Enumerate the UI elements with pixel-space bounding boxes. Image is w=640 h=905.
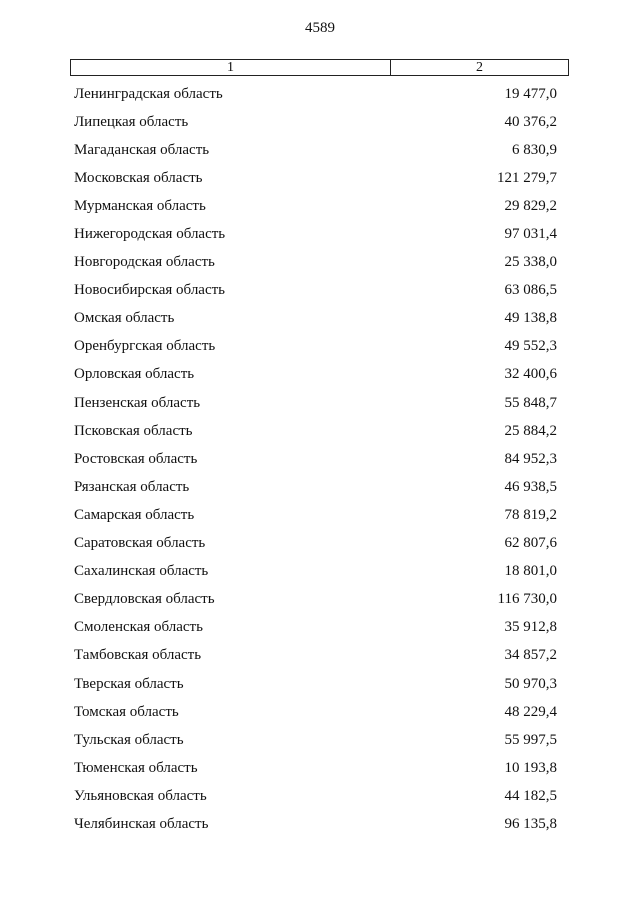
- region-value: 35 912,8: [504, 619, 557, 636]
- region-name: Мурманская область: [74, 197, 206, 214]
- table-row: [74, 417, 557, 445]
- region-value: 49 138,8: [504, 310, 557, 327]
- region-name: Новгородская область: [74, 254, 215, 271]
- region-value: 25 884,2: [504, 422, 557, 439]
- region-value: 46 938,5: [504, 478, 557, 495]
- region-name: Новосибирская область: [74, 282, 226, 299]
- region-value: 78 819,2: [504, 506, 557, 523]
- table-row: [74, 220, 557, 248]
- region-value: 32 400,6: [504, 366, 557, 383]
- table-row: [74, 164, 557, 192]
- table-body: [74, 80, 557, 839]
- region-name: Тверская область: [74, 675, 184, 692]
- column-header-1: 1: [71, 60, 391, 75]
- region-value: 50 970,3: [504, 675, 557, 692]
- table-row: [74, 80, 557, 108]
- region-name: Липецкая область: [74, 113, 189, 130]
- region-value: 40 376,2: [504, 113, 557, 130]
- table-row: [74, 754, 557, 782]
- region-value: 18 801,0: [504, 563, 557, 580]
- region-name: Оренбургская область: [74, 338, 216, 355]
- region-value: 6 830,9: [512, 141, 557, 158]
- region-name: Самарская область: [74, 506, 195, 523]
- table-row: [74, 501, 557, 529]
- region-name: Ростовская область: [74, 450, 198, 467]
- table-row: [74, 473, 557, 501]
- region-value: 44 182,5: [504, 787, 557, 804]
- region-name: Московская область: [74, 169, 203, 186]
- region-value: 10 193,8: [504, 759, 557, 776]
- table-row: [74, 389, 557, 417]
- table-row: [74, 586, 557, 614]
- region-name: Томская область: [74, 703, 179, 720]
- region-value: 96 135,8: [504, 815, 557, 832]
- table-row: [74, 333, 557, 361]
- region-value: 116 730,0: [497, 591, 557, 608]
- table-row: [74, 277, 557, 305]
- region-value: 19 477,0: [504, 85, 557, 102]
- region-name: Тюменская область: [74, 759, 198, 776]
- region-name: Ленинградская область: [74, 85, 223, 102]
- region-name: Орловская область: [74, 366, 195, 383]
- table-row: [74, 108, 557, 136]
- region-name: Нижегородская область: [74, 226, 226, 243]
- region-value: 25 338,0: [504, 254, 557, 271]
- region-name: Магаданская область: [74, 141, 210, 158]
- region-value: 34 857,2: [504, 647, 557, 664]
- region-name: Ульяновская область: [74, 787, 207, 804]
- region-value: 29 829,2: [504, 197, 557, 214]
- region-name: Омская область: [74, 310, 175, 327]
- table-row: [74, 305, 557, 333]
- table-row: [74, 136, 557, 164]
- table-row: [74, 614, 557, 642]
- table-row: [74, 192, 557, 220]
- region-value: 55 848,7: [504, 394, 557, 411]
- table-row: [74, 642, 557, 670]
- region-name: Сахалинская область: [74, 563, 209, 580]
- region-name: Пензенская область: [74, 394, 201, 411]
- region-value: 121 279,7: [497, 169, 557, 186]
- region-name: Челябинская область: [74, 815, 209, 832]
- table-row: [74, 530, 557, 558]
- table-row: [74, 558, 557, 586]
- region-name: Тамбовская область: [74, 647, 202, 664]
- region-value: 84 952,3: [504, 450, 557, 467]
- table-row: [74, 361, 557, 389]
- table-row: [74, 249, 557, 277]
- page-number: 4589: [305, 20, 335, 36]
- region-value: 97 031,4: [504, 226, 557, 243]
- table-row: [74, 782, 557, 810]
- region-name: Псковская область: [74, 422, 193, 439]
- region-value: 48 229,4: [504, 703, 557, 720]
- column-header-2: 2: [476, 59, 483, 75]
- region-value: 63 086,5: [504, 282, 557, 299]
- region-name: Тульская область: [74, 731, 184, 748]
- table-row: [74, 726, 557, 754]
- table-row: [74, 445, 557, 473]
- table-header: [70, 59, 569, 76]
- region-value: 55 997,5: [504, 731, 557, 748]
- region-name: Саратовская область: [74, 535, 206, 552]
- region-name: Смоленская область: [74, 619, 203, 636]
- region-name: Свердловская область: [74, 591, 215, 608]
- table-row: [74, 670, 557, 698]
- table-row: [74, 810, 557, 838]
- region-value: 62 807,6: [504, 535, 557, 552]
- region-value: 49 552,3: [504, 338, 557, 355]
- region-name: Рязанская область: [74, 478, 190, 495]
- table-row: [74, 698, 557, 726]
